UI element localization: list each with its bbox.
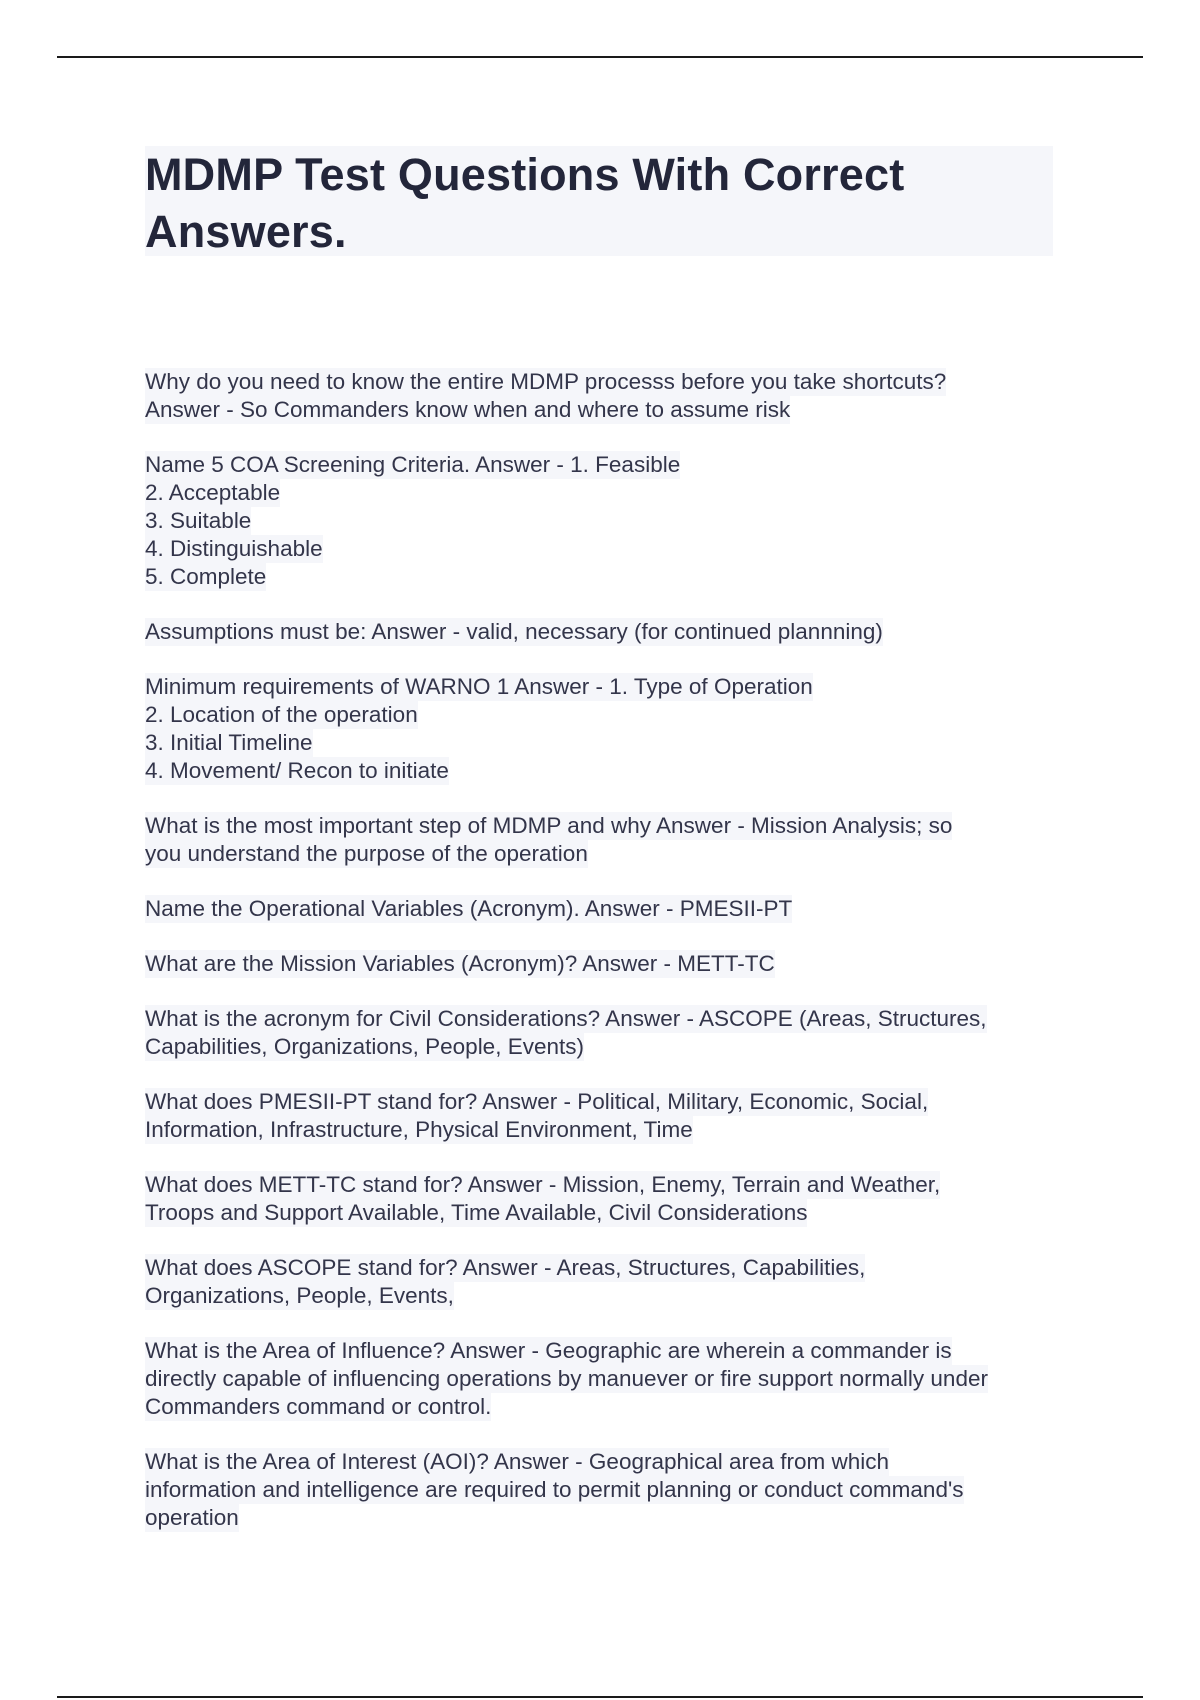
qa-line: you understand the purpose of the operation — [145, 841, 588, 866]
qa-line: 2. Acceptable — [145, 480, 281, 505]
qa-line: What does METT-TC stand for? Answer - Mission, Enemy, Terrain and Weather, — [145, 1172, 941, 1197]
qa-line: What is the Area of Influence? Answer - Geographic are wherein a commander is — [145, 1338, 952, 1363]
qa-line: Commanders command or control. — [145, 1394, 492, 1419]
qa-item — [145, 1005, 1065, 1061]
qa-line: 2. Location of the operation — [145, 702, 418, 727]
qa-line: What does PMESII-PT stand for? Answer - Political, Military, Economic, Social, — [145, 1089, 929, 1114]
page-title-line-1: MDMP Test Questions With Correct — [145, 149, 905, 200]
bottom-rule — [57, 1696, 1143, 1698]
qa-line: What is the Area of Interest (AOI)? Answer - Geographical area from which — [145, 1449, 890, 1474]
page-title-line-2: Answers. — [145, 206, 347, 257]
qa-item — [145, 1448, 1065, 1532]
qa-line: 3. Suitable — [145, 508, 252, 533]
qa-line: Minimum requirements of WARNO 1 Answer - 1. Type of Operation — [145, 674, 813, 699]
qa-line: What is the acronym for Civil Considerations? Answer - ASCOPE (Areas, Structures, — [145, 1006, 987, 1031]
qa-item — [145, 950, 1065, 978]
qa-line: 4. Movement/ Recon to initiate — [145, 758, 449, 783]
qa-item — [145, 673, 1065, 785]
qa-line: Why do you need to know the entire MDMP processs before you take shortcuts? — [145, 369, 947, 394]
qa-line: Troops and Support Available, Time Available, Civil Considerations — [145, 1200, 808, 1225]
qa-item — [145, 1254, 1065, 1310]
qa-line: What does ASCOPE stand for? Answer - Areas, Structures, Capabilities, — [145, 1255, 866, 1280]
qa-line: Assumptions must be: Answer - valid, necessary (for continued plannning) — [145, 619, 883, 644]
qa-line: operation — [145, 1505, 239, 1530]
qa-line: information and intelligence are required to permit planning or conduct command's — [145, 1477, 964, 1502]
qa-line: Information, Infrastructure, Physical Environment, Time — [145, 1117, 693, 1142]
top-rule — [57, 56, 1143, 58]
qa-line: 3. Initial Timeline — [145, 730, 313, 755]
qa-line: Answer - So Commanders know when and where to assume risk — [145, 397, 791, 422]
qa-item — [145, 812, 1065, 868]
title-block — [145, 146, 1053, 256]
qa-list — [145, 368, 1065, 1559]
qa-line: 5. Complete — [145, 564, 267, 589]
qa-item — [145, 368, 1065, 424]
page-title — [145, 146, 1053, 260]
qa-line: Name the Operational Variables (Acronym). Answer - PMESII-PT — [145, 896, 793, 921]
qa-line: Name 5 COA Screening Criteria. Answer - 1. Feasible — [145, 452, 681, 477]
qa-item — [145, 1337, 1065, 1421]
qa-item — [145, 895, 1065, 923]
qa-line: What are the Mission Variables (Acronym)? Answer - METT-TC — [145, 951, 775, 976]
qa-line: Organizations, People, Events, — [145, 1283, 454, 1308]
qa-line: 4. Distinguishable — [145, 536, 323, 561]
qa-line: directly capable of influencing operations by manuever or fire support normally under — [145, 1366, 988, 1391]
qa-line: What is the most important step of MDMP and why Answer - Mission Analysis; so — [145, 813, 953, 838]
qa-item — [145, 1171, 1065, 1227]
qa-item — [145, 618, 1065, 646]
qa-item — [145, 451, 1065, 591]
qa-line: Capabilities, Organizations, People, Events) — [145, 1034, 584, 1059]
qa-item — [145, 1088, 1065, 1144]
